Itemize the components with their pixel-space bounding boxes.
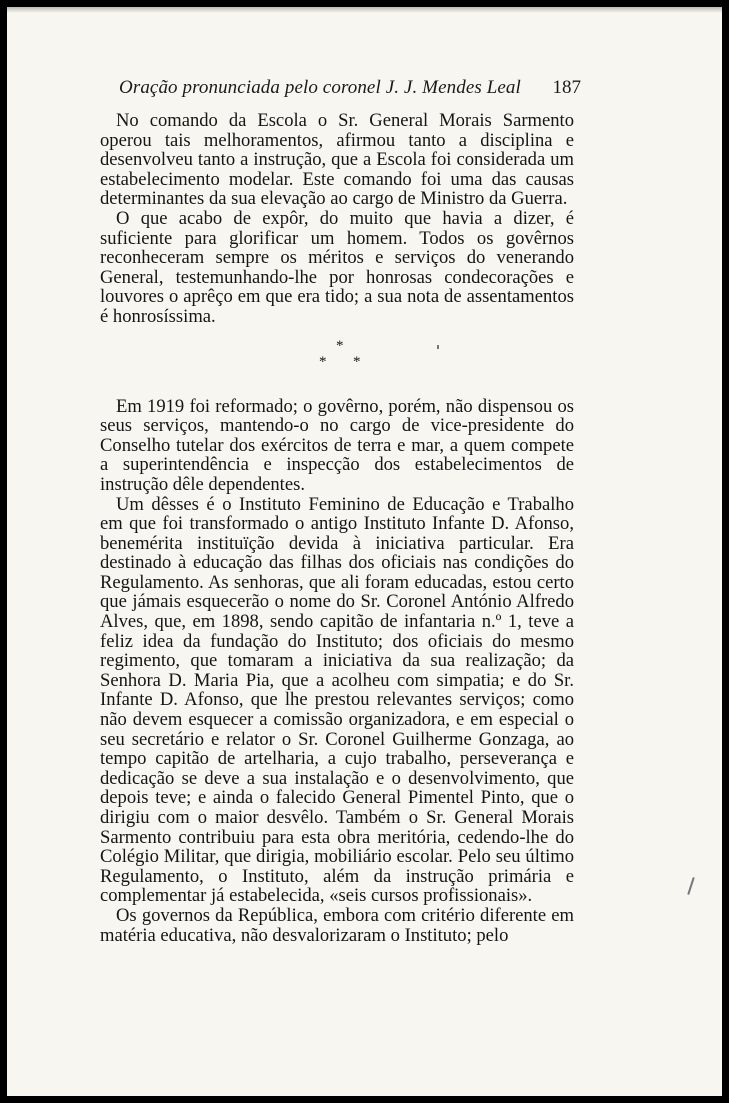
scan-edge bbox=[7, 7, 722, 13]
running-header bbox=[119, 77, 581, 99]
paragraph: No comando da Escola o Sr. General Morais Sarmento operou tais melhoramentos, afirmou tanto a disciplina e desenvolveu tanto a instrução, que a Escola foi considerada um estabelecimento modelar. Este comando foi uma das causas determinantes da sua elevação ao cargo de Ministro da Guerra. bbox=[100, 110, 574, 210]
asterisk-left: * bbox=[319, 353, 327, 370]
section-break-asterism bbox=[100, 327, 574, 397]
book-page bbox=[7, 7, 722, 1096]
page-number: 187 bbox=[552, 77, 581, 98]
asterisk-right: * bbox=[353, 353, 361, 370]
paragraph: O que acabo de expôr, do muito que havia a dizer, é suficiente para glorificar um homem. Todos os govêrnos reconheceram sempre os méritos e serviços do venerando General, testemunhando-lhe por honrosas condecorações e louvores o aprêço em que era tido; a sua nota de assentamentos é honrosíssima. bbox=[100, 207, 574, 327]
paragraph: Um dêsses é o Instituto Feminino de Educação e Trabalho em que foi transformado o antigo Instituto Infante D. Afonso, benemérita instituïção devida à iniciativa particular. Era destinado à educação das filhas dos oficiais nas condições do Regulamento. As senhoras, que ali foram educadas, estou certo que jámais esquecerão o nome do Sr. Coronel António Alfredo Alves, que, em 1898, sendo capitão de infantaria n.º 1, teve a feliz idea da fundação do Instituto; dos oficiais do mesmo regimento, que tomaram a iniciativa da sua realização; da Senhora D. Maria Pia, que a acolheu com simpatia; e do Sr. Infante D. Afonso, que lhe prestou relevantes serviços; como não devem esquecer a comissão organizadora, e em especial o seu secretário e relator o Sr. Coronel Guilherme Gonzaga, ao tempo capitão de artelharia, a cujo trabalho, perseverança e dedicação se deve a sua instalação e o desenvolvimento, que depois teve; e ainda o falecido General Pimentel Pinto, que o dirigiu com o maior desvêlo. Também o Sr. General Morais Sarmento contribuiu para esta obra meritória, cedendo-lhe do Colégio Militar, que dirigia, mobiliário escolar. Pelo seu último Regulamento, o Instituto, além da instrução primária e complementar já estabelecida, «seis cursos profissionais». bbox=[100, 493, 574, 907]
paragraph: Em 1919 foi reformado; o govêrno, porém, não dispensou os seus serviços, mantendo-o no cargo de vice-presidente do Conselho tutelar dos exércitos de terra e mar, a quem compete a superintendência e inspecção dos estabelecimentos de instrução dêle dependentes. bbox=[100, 395, 574, 495]
asterisk-top: * bbox=[336, 337, 344, 354]
running-title: Oração pronunciada pelo coronel J. J. Mendes Leal bbox=[119, 77, 521, 98]
scan-speck bbox=[687, 877, 694, 895]
paragraph: Os governos da República, embora com critério diferente em matéria educativa, não desvalorizaram o Instituto; pelo bbox=[100, 904, 574, 946]
body-text bbox=[100, 111, 574, 945]
scan-speck bbox=[437, 345, 439, 349]
